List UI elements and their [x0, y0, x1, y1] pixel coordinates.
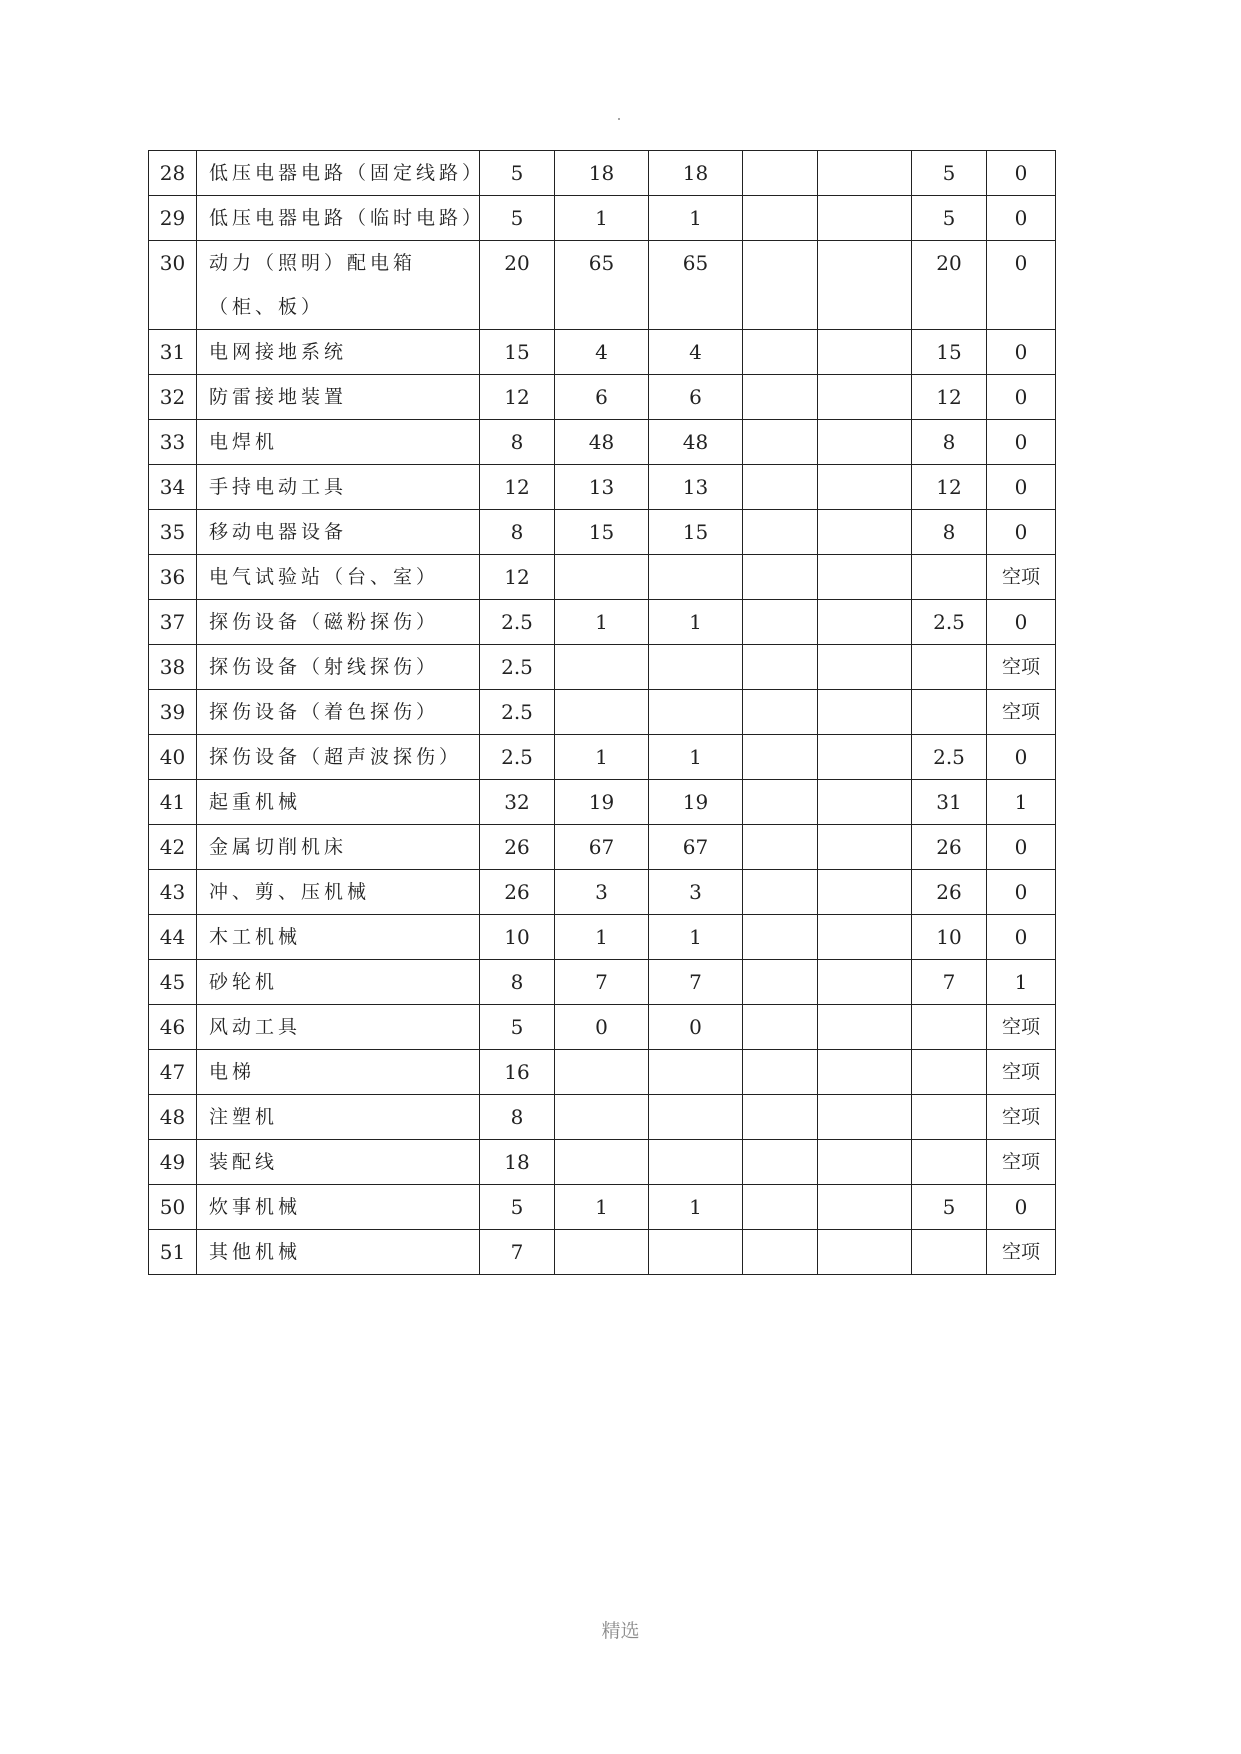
result-cell: 0	[987, 151, 1056, 196]
value-cell-1: 8	[480, 420, 555, 465]
row-number-cell: 42	[149, 825, 197, 870]
value-cell-1: 5	[480, 1185, 555, 1230]
value-cell-5	[818, 960, 912, 1005]
value-cell-6: 12	[912, 465, 987, 510]
item-name-cell: 探伤设备（着色探伤）	[197, 690, 480, 735]
value-cell-1: 2.5	[480, 735, 555, 780]
row-number-cell: 49	[149, 1140, 197, 1185]
value-cell-6: 20	[912, 241, 987, 330]
value-cell-1: 15	[480, 330, 555, 375]
item-name-cell: 装配线	[197, 1140, 480, 1185]
row-number-cell: 40	[149, 735, 197, 780]
row-number-cell: 35	[149, 510, 197, 555]
value-cell-4	[743, 1185, 818, 1230]
table-row	[149, 420, 1056, 465]
value-cell-2: 1	[555, 1185, 649, 1230]
value-cell-3	[649, 1140, 743, 1185]
value-cell-2: 1	[555, 735, 649, 780]
table-row	[149, 1005, 1056, 1050]
row-number-cell: 51	[149, 1230, 197, 1275]
value-cell-6: 5	[912, 196, 987, 241]
value-cell-3: 19	[649, 780, 743, 825]
table-row	[149, 510, 1056, 555]
result-cell: 0	[987, 465, 1056, 510]
value-cell-2	[555, 1140, 649, 1185]
result-cell: 空项	[987, 1005, 1056, 1050]
value-cell-6: 26	[912, 825, 987, 870]
item-name-cell: 电网接地系统	[197, 330, 480, 375]
value-cell-1: 2.5	[480, 600, 555, 645]
value-cell-4	[743, 1050, 818, 1095]
result-cell: 0	[987, 330, 1056, 375]
value-cell-4	[743, 420, 818, 465]
row-number-cell: 34	[149, 465, 197, 510]
value-cell-3: 1	[649, 600, 743, 645]
table-body	[149, 151, 1056, 1275]
value-cell-3	[649, 1050, 743, 1095]
value-cell-6: 15	[912, 330, 987, 375]
value-cell-4	[743, 960, 818, 1005]
item-name-cell: 注塑机	[197, 1095, 480, 1140]
value-cell-6	[912, 1095, 987, 1140]
result-cell: 1	[987, 960, 1056, 1005]
value-cell-2: 19	[555, 780, 649, 825]
value-cell-4	[743, 915, 818, 960]
row-number-cell: 45	[149, 960, 197, 1005]
table-row	[149, 375, 1056, 420]
value-cell-1: 2.5	[480, 645, 555, 690]
result-cell: 1	[987, 780, 1056, 825]
item-name-cell: 电梯	[197, 1050, 480, 1095]
row-number-cell: 32	[149, 375, 197, 420]
result-cell: 空项	[987, 690, 1056, 735]
value-cell-4	[743, 330, 818, 375]
item-name-cell: 风动工具	[197, 1005, 480, 1050]
value-cell-6	[912, 1230, 987, 1275]
value-cell-1: 12	[480, 375, 555, 420]
table-row	[149, 196, 1056, 241]
value-cell-4	[743, 1140, 818, 1185]
inspection-table	[148, 150, 1056, 1275]
value-cell-5	[818, 870, 912, 915]
value-cell-2	[555, 1230, 649, 1275]
value-cell-6	[912, 1140, 987, 1185]
table-row	[149, 600, 1056, 645]
value-cell-6: 8	[912, 510, 987, 555]
value-cell-6: 8	[912, 420, 987, 465]
result-cell: 0	[987, 915, 1056, 960]
value-cell-5	[818, 241, 912, 330]
value-cell-1: 8	[480, 960, 555, 1005]
value-cell-2: 65	[555, 241, 649, 330]
item-name-cell: 金属切削机床	[197, 825, 480, 870]
value-cell-2: 3	[555, 870, 649, 915]
value-cell-5	[818, 1230, 912, 1275]
result-cell: 空项	[987, 1230, 1056, 1275]
value-cell-6	[912, 645, 987, 690]
value-cell-5	[818, 196, 912, 241]
value-cell-2: 6	[555, 375, 649, 420]
value-cell-6: 2.5	[912, 600, 987, 645]
value-cell-6: 7	[912, 960, 987, 1005]
value-cell-5	[818, 1140, 912, 1185]
table-row	[149, 735, 1056, 780]
value-cell-2: 1	[555, 196, 649, 241]
row-number-cell: 43	[149, 870, 197, 915]
value-cell-2: 67	[555, 825, 649, 870]
value-cell-1: 12	[480, 465, 555, 510]
value-cell-4	[743, 735, 818, 780]
value-cell-3: 65	[649, 241, 743, 330]
item-name-cell: 探伤设备（磁粉探伤）	[197, 600, 480, 645]
value-cell-4	[743, 151, 818, 196]
value-cell-2: 7	[555, 960, 649, 1005]
table-row	[149, 870, 1056, 915]
row-number-cell: 50	[149, 1185, 197, 1230]
value-cell-3: 15	[649, 510, 743, 555]
value-cell-1: 7	[480, 1230, 555, 1275]
table-row	[149, 1050, 1056, 1095]
item-name-cell: 移动电器设备	[197, 510, 480, 555]
value-cell-4	[743, 825, 818, 870]
value-cell-3: 18	[649, 151, 743, 196]
value-cell-5	[818, 1005, 912, 1050]
value-cell-6: 2.5	[912, 735, 987, 780]
value-cell-3	[649, 555, 743, 600]
value-cell-4	[743, 1230, 818, 1275]
value-cell-3: 7	[649, 960, 743, 1005]
value-cell-2: 1	[555, 915, 649, 960]
value-cell-5	[818, 915, 912, 960]
result-cell: 0	[987, 241, 1056, 330]
value-cell-2: 0	[555, 1005, 649, 1050]
table-row	[149, 690, 1056, 735]
table-row	[149, 960, 1056, 1005]
result-cell: 0	[987, 600, 1056, 645]
value-cell-6	[912, 555, 987, 600]
item-name-cell: 木工机械	[197, 915, 480, 960]
value-cell-5	[818, 330, 912, 375]
value-cell-1: 20	[480, 241, 555, 330]
result-cell: 0	[987, 196, 1056, 241]
value-cell-5	[818, 690, 912, 735]
value-cell-5	[818, 420, 912, 465]
value-cell-6: 12	[912, 375, 987, 420]
item-name-cell: 炊事机械	[197, 1185, 480, 1230]
value-cell-3	[649, 645, 743, 690]
value-cell-4	[743, 600, 818, 645]
result-cell: 0	[987, 735, 1056, 780]
value-cell-1: 5	[480, 151, 555, 196]
item-name-cell: 探伤设备（超声波探伤）	[197, 735, 480, 780]
value-cell-3	[649, 1095, 743, 1140]
value-cell-4	[743, 870, 818, 915]
value-cell-6: 10	[912, 915, 987, 960]
item-name-cell: 冲、剪、压机械	[197, 870, 480, 915]
result-cell: 空项	[987, 1140, 1056, 1185]
value-cell-1: 10	[480, 915, 555, 960]
row-number-cell: 31	[149, 330, 197, 375]
result-cell: 0	[987, 510, 1056, 555]
value-cell-5	[818, 780, 912, 825]
value-cell-2	[555, 1050, 649, 1095]
value-cell-3: 4	[649, 330, 743, 375]
item-name-cell: 砂轮机	[197, 960, 480, 1005]
value-cell-3: 1	[649, 1185, 743, 1230]
value-cell-5	[818, 1095, 912, 1140]
table-row	[149, 1140, 1056, 1185]
value-cell-3: 1	[649, 735, 743, 780]
value-cell-6	[912, 690, 987, 735]
result-cell: 0	[987, 825, 1056, 870]
result-cell: 空项	[987, 1050, 1056, 1095]
value-cell-4	[743, 196, 818, 241]
row-number-cell: 38	[149, 645, 197, 690]
value-cell-1: 16	[480, 1050, 555, 1095]
value-cell-2: 15	[555, 510, 649, 555]
value-cell-4	[743, 1005, 818, 1050]
value-cell-2: 48	[555, 420, 649, 465]
table-row	[149, 151, 1056, 196]
row-number-cell: 44	[149, 915, 197, 960]
table-row	[149, 330, 1056, 375]
value-cell-1: 8	[480, 1095, 555, 1140]
item-name-cell: 起重机械	[197, 780, 480, 825]
item-name-cell: 电焊机	[197, 420, 480, 465]
row-number-cell: 39	[149, 690, 197, 735]
item-name-cell: 手持电动工具	[197, 465, 480, 510]
value-cell-4	[743, 510, 818, 555]
row-number-cell: 46	[149, 1005, 197, 1050]
table-row	[149, 1095, 1056, 1140]
value-cell-1: 8	[480, 510, 555, 555]
value-cell-1: 18	[480, 1140, 555, 1185]
item-name-cell: 电气试验站（台、室）	[197, 555, 480, 600]
value-cell-2: 1	[555, 600, 649, 645]
value-cell-3: 3	[649, 870, 743, 915]
value-cell-4	[743, 465, 818, 510]
result-cell: 空项	[987, 645, 1056, 690]
value-cell-3: 13	[649, 465, 743, 510]
value-cell-1: 12	[480, 555, 555, 600]
table-row	[149, 1185, 1056, 1230]
value-cell-4	[743, 690, 818, 735]
value-cell-6: 5	[912, 151, 987, 196]
value-cell-6: 5	[912, 1185, 987, 1230]
value-cell-3	[649, 690, 743, 735]
result-cell: 空项	[987, 1095, 1056, 1140]
value-cell-5	[818, 1050, 912, 1095]
value-cell-1: 5	[480, 196, 555, 241]
value-cell-3: 0	[649, 1005, 743, 1050]
table-row	[149, 780, 1056, 825]
value-cell-2	[555, 690, 649, 735]
value-cell-2: 18	[555, 151, 649, 196]
item-name-cell: 其他机械	[197, 1230, 480, 1275]
item-name-cell: 低压电器电路（固定线路）	[197, 151, 480, 196]
value-cell-5	[818, 645, 912, 690]
value-cell-2	[555, 555, 649, 600]
row-number-cell: 36	[149, 555, 197, 600]
value-cell-6	[912, 1050, 987, 1095]
value-cell-3: 1	[649, 196, 743, 241]
value-cell-5	[818, 1185, 912, 1230]
value-cell-5	[818, 555, 912, 600]
row-number-cell: 41	[149, 780, 197, 825]
value-cell-1: 32	[480, 780, 555, 825]
row-number-cell: 30	[149, 241, 197, 330]
result-cell: 0	[987, 870, 1056, 915]
value-cell-3: 48	[649, 420, 743, 465]
table-row	[149, 645, 1056, 690]
page-marker-dot	[618, 118, 620, 120]
value-cell-5	[818, 375, 912, 420]
value-cell-6: 31	[912, 780, 987, 825]
value-cell-5	[818, 510, 912, 555]
value-cell-5	[818, 465, 912, 510]
table-row	[149, 1230, 1056, 1275]
value-cell-2	[555, 1095, 649, 1140]
value-cell-2: 13	[555, 465, 649, 510]
result-cell: 0	[987, 420, 1056, 465]
table-row	[149, 915, 1056, 960]
value-cell-2	[555, 645, 649, 690]
value-cell-2: 4	[555, 330, 649, 375]
row-number-cell: 29	[149, 196, 197, 241]
table-row	[149, 555, 1056, 600]
item-name-cell: 探伤设备（射线探伤）	[197, 645, 480, 690]
row-number-cell: 37	[149, 600, 197, 645]
result-cell: 空项	[987, 555, 1056, 600]
value-cell-3: 6	[649, 375, 743, 420]
value-cell-1: 5	[480, 1005, 555, 1050]
footer-label: 精选	[601, 1620, 640, 1642]
value-cell-5	[818, 825, 912, 870]
table-row	[149, 825, 1056, 870]
value-cell-6: 26	[912, 870, 987, 915]
value-cell-3: 1	[649, 915, 743, 960]
item-name-cell: 低压电器电路（临时电路）	[197, 196, 480, 241]
value-cell-6	[912, 1005, 987, 1050]
value-cell-3	[649, 1230, 743, 1275]
value-cell-4	[743, 241, 818, 330]
result-cell: 0	[987, 1185, 1056, 1230]
value-cell-5	[818, 735, 912, 780]
row-number-cell: 33	[149, 420, 197, 465]
table-row	[149, 465, 1056, 510]
value-cell-4	[743, 645, 818, 690]
row-number-cell: 28	[149, 151, 197, 196]
value-cell-4	[743, 375, 818, 420]
value-cell-5	[818, 600, 912, 645]
value-cell-1: 26	[480, 825, 555, 870]
value-cell-4	[743, 780, 818, 825]
value-cell-4	[743, 555, 818, 600]
value-cell-5	[818, 151, 912, 196]
value-cell-3: 67	[649, 825, 743, 870]
row-number-cell: 48	[149, 1095, 197, 1140]
table-row	[149, 241, 1056, 330]
item-name-cell: 防雷接地装置	[197, 375, 480, 420]
value-cell-1: 2.5	[480, 690, 555, 735]
value-cell-1: 26	[480, 870, 555, 915]
result-cell: 0	[987, 375, 1056, 420]
row-number-cell: 47	[149, 1050, 197, 1095]
item-name-cell: 动力（照明）配电箱（柜、板）	[197, 241, 480, 330]
value-cell-4	[743, 1095, 818, 1140]
